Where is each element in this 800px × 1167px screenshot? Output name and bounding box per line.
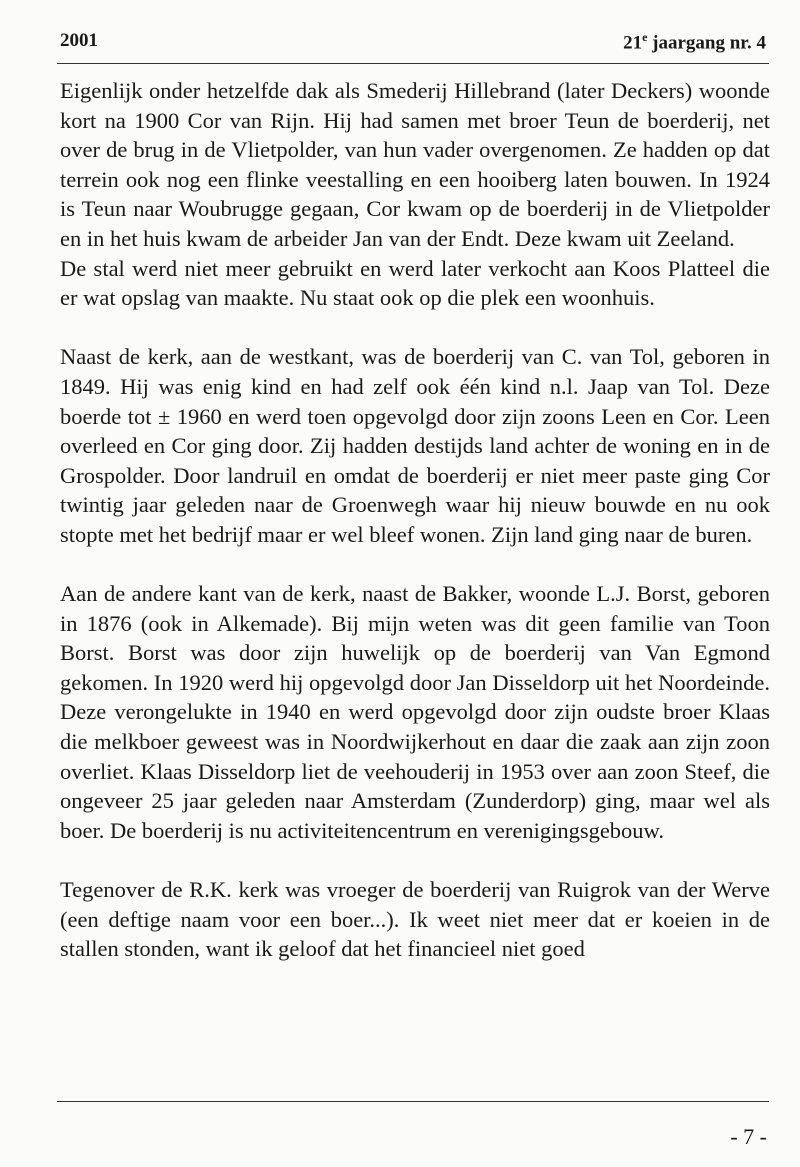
header-rule — [57, 63, 769, 64]
paragraph-4: Aan de andere kant van de kerk, naast de Bakker, woonde L.J. Borst, geboren in 1876 (ook in Alkemade). Bij mijn weten was dit geen familie van Toon Borst. Borst was door zijn huwelijk op de boerderij van Van Egmond gekomen. In 1920 werd hij opgevolgd door Jan Disseldorp uit het Noordeinde. Deze verongelukte in 1940 en werd opgevolgd door zijn oudste broer Klaas die melkboer geweest was in Noordwijkerhout en daar die zaak aan zijn zoon overliet. Klaas Disseldorp liet de veehouderij in 1953 over aan zoon Steef, die ongeveer 25 jaar geleden naar Amsterdam (Zunderdorp) ging, maar wel als boer. De boerderij is nu activiteitencentrum en verenigingsgebouw. — [60, 581, 770, 843]
footer-rule — [57, 1101, 769, 1102]
issue-rest: jaargang nr. 4 — [647, 32, 766, 54]
issue-superscript: e — [642, 30, 648, 44]
paragraph-1: Eigenlijk onder hetzelfde dak als Smederij Hillebrand (later Deckers) woonde kort na 1900 Cor van Rijn. Hij had samen met broer Teun de boerderij, net over de brug in de Vlietpolder, van hun vader overgenomen. Ze hadden op dat terrein ook nog een flinke veestalling en een hooiberg laten bouwen. In 1924 is Teun naar Woubrugge gegaan, Cor kwam op de boerderij in de Vlietpolder en in het huis kwam de arbeider Jan van der Endt. Deze kwam uit Zeeland. — [60, 78, 770, 251]
page-number: - 7 - — [730, 1124, 767, 1149]
paragraph-5: Tegenover de R.K. kerk was vroeger de boerderij van Ruigrok van der Werve (een deftige naam voor een boer...). Ik weet niet meer dat er koeien in de stallen stonden, want ik geloof dat het financieel niet goed — [60, 877, 770, 962]
header-year: 2001 — [60, 30, 98, 51]
header-issue — [623, 30, 766, 54]
issue-number: 21 — [623, 32, 643, 54]
paragraph-3: Naast de kerk, aan de westkant, was de boerderij van C. van Tol, geboren in 1849. Hij was enig kind en had zelf ook één kind n.l. Jaap van Tol. Deze boerde tot ± 1960 en werd toen opgevolgd door zijn zoons Leen en Cor. Leen overleed en Cor ging door. Zij hadden destijds land achter de woning en in de Grospolder. Door landruil en omdat de boerderij er niet meer paste ging Cor twintig jaar geleden naar de Groenwegh waar hij nieuw bouwde en nu ook stopte met het bedrijf maar er wel bleef wonen. Zijn land ging naar de buren. — [60, 344, 770, 547]
page-header — [60, 30, 766, 60]
article-body — [60, 76, 770, 964]
paragraph-2: De stal werd niet meer gebruikt en werd later verkocht aan Koos Platteel die er wat opslag van maakte. Nu staat ook op die plek een woonhuis. — [60, 255, 770, 311]
